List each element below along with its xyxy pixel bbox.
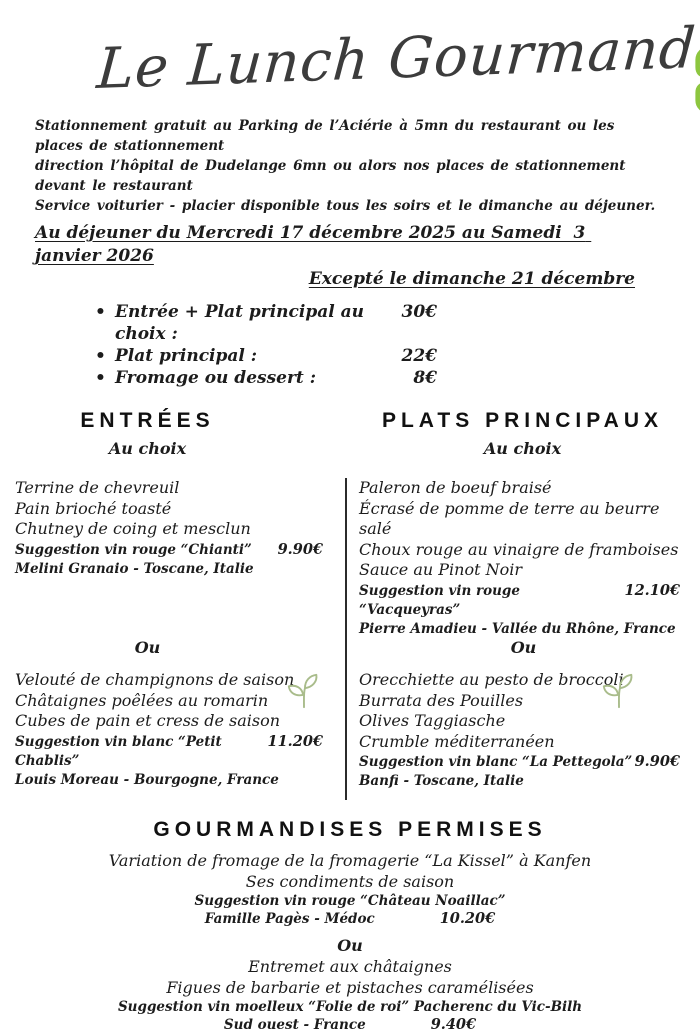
dish-item: Sauce au Pinot Noir <box>359 560 522 579</box>
dish-item: Burrata des Pouilles <box>359 690 524 710</box>
gourmandises-block-1 <box>0 850 700 928</box>
wine-producer: Sud ouest - France <box>223 1017 366 1033</box>
dish-item: Choux rouge au vinaigre de framboises <box>359 539 679 559</box>
page-title: Le Lunch Gourmand <box>94 15 699 103</box>
wine-producer: Melini Granaio - Toscane, Italie <box>15 560 254 577</box>
plats-column <box>345 478 700 800</box>
wine-suggestion <box>359 752 680 772</box>
wine-producer: Pierre Amadieu - Vallée du Rhône, France <box>359 620 676 637</box>
dish-item: Olives Taggiasche <box>359 711 506 730</box>
dish-item: Ses condiments de saison <box>245 872 455 891</box>
price-list-item <box>95 345 437 367</box>
price-list <box>95 301 437 389</box>
wine-price: 9.90€ <box>634 753 680 770</box>
wine-name: Suggestion vin blanc “Petit Chablis” <box>15 733 222 769</box>
wine-name: Suggestion vin rouge “Chianti” <box>15 541 252 558</box>
bullet-icon: • <box>95 346 106 366</box>
price-value: 30€ <box>401 302 437 322</box>
dish-item: Crumble méditerranéen <box>359 731 555 751</box>
wine-name: Suggestion vin moelleux “Folie de roi” Pacherenc du Vic-Bilh <box>117 999 583 1015</box>
price-label: Entrée + Plat principal au choix : <box>115 302 364 344</box>
wine-price: 12.10€ <box>624 581 680 599</box>
date-range-exception: Excepté le dimanche 21 décembre <box>308 269 635 289</box>
gourmandises-heading: GOURMANDISES PERMISES <box>153 818 547 841</box>
wine-price: 9.40€ <box>430 1016 477 1033</box>
plats-block-2 <box>347 670 700 800</box>
dish-item: Paleron de boeuf braisé <box>359 478 552 497</box>
or-separator: Ou <box>510 638 537 657</box>
wine-price: 10.20€ <box>439 910 496 927</box>
wine-suggestion <box>359 581 680 620</box>
wine-name: Suggestion vin blanc “La Pettegola” <box>359 754 633 770</box>
dish-item: Terrine de chevreuil <box>15 478 180 497</box>
vegetarian-leaf-icon <box>600 670 638 712</box>
dish-item: Variation de fromage de la fromagerie “La Kissel” à Kanfen <box>108 851 592 870</box>
price-list-item <box>95 301 437 345</box>
plats-heading: PLATS PRINCIPAUX <box>381 409 664 432</box>
entrees-column <box>0 478 345 800</box>
menu-header <box>0 0 700 112</box>
parking-info-line: Stationnement gratuit au Parking de l’Aciérie à 5mn du restaurant ou les places de stationnement <box>35 118 615 154</box>
wine-suggestion <box>15 540 323 560</box>
dish-item: Entremet aux châtaignes <box>248 957 452 976</box>
wine-suggestion <box>15 732 323 771</box>
gourmandises-section <box>0 818 700 1034</box>
or-separator: Ou <box>337 936 363 955</box>
dish-item: Cubes de pain et cress de saison <box>15 711 281 730</box>
entrees-block-1 <box>0 478 345 625</box>
menu-columns <box>0 478 700 800</box>
bullet-icon: • <box>95 368 106 388</box>
parking-info <box>35 116 665 216</box>
date-range <box>35 222 635 291</box>
or-separator: Ou <box>134 638 161 657</box>
wine-producer: Banfi - Toscane, Italie <box>359 773 524 789</box>
dish-item: Chutney de coing et mesclun <box>15 519 251 538</box>
vegetarian-leaf-icon <box>285 670 323 712</box>
plats-subheading: Au choix <box>483 439 562 458</box>
dish-item: Pain brioché toasté <box>15 498 172 518</box>
plats-block-1 <box>347 478 700 637</box>
dish-item: Figues de barbarie et pistaches caramélisées <box>166 978 534 997</box>
price-label: Plat principal : <box>115 346 258 366</box>
dish-item: Écrasé de pomme de terre au beurre salé <box>359 498 660 538</box>
wine-price: 9.90€ <box>277 540 323 558</box>
wine-name: Suggestion vin rouge “Château Noaillac” <box>194 893 506 909</box>
wine-producer: Famille Pagès - Médoc <box>204 911 375 927</box>
price-label: Fromage ou dessert : <box>115 368 316 388</box>
wine-producer-price <box>0 910 700 928</box>
wine-name: Suggestion vin rouge “Vacqueyras” <box>359 582 520 618</box>
price-list-item <box>95 367 437 389</box>
parking-info-line: Service voiturier - placier disponible tous les soirs et le dimanche au déjeuner. <box>35 198 656 214</box>
dish-item: Orecchiette au pesto de broccoli <box>359 670 624 689</box>
parking-info-line: direction l’hôpital de Dudelange 6mn ou alors nos places de stationnement devant le restaurant <box>35 158 626 194</box>
wine-producer: Louis Moreau - Bourgogne, France <box>15 771 279 788</box>
entrees-heading: ENTRÉES <box>80 409 215 432</box>
price-value: 8€ <box>413 368 437 388</box>
dish-item: Velouté de champignons de saison <box>15 670 295 689</box>
section-headings <box>0 409 700 458</box>
bullet-icon: • <box>95 302 106 322</box>
wine-producer-price <box>0 1016 700 1034</box>
price-value: 22€ <box>401 346 437 366</box>
wine-price: 11.20€ <box>267 732 323 750</box>
date-range-main: Au déjeuner du Mercredi 17 décembre 2025 au Samedi 3 janvier 2026 <box>35 223 592 266</box>
gourmandises-block-2 <box>0 956 700 1034</box>
dish-item: Châtaignes poêlées au romarin <box>15 690 269 710</box>
entrees-block-2 <box>0 670 345 800</box>
entrees-subheading: Au choix <box>108 439 187 458</box>
